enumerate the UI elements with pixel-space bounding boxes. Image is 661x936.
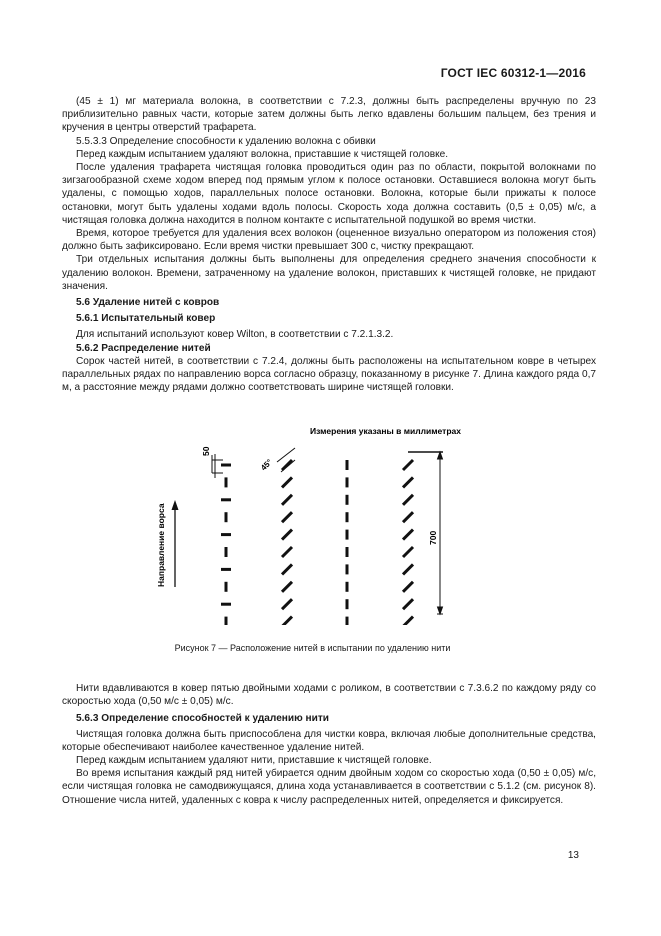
subsection-heading-5-6-3: 5.6.3 Определение способностей к удалению нити <box>76 713 329 725</box>
subsection-heading-5-6-1: 5.6.1 Испытательный ковер <box>76 313 216 325</box>
units-note: Измерения указаны в миллиметрах <box>310 426 461 436</box>
thread-piece <box>403 599 413 609</box>
paragraph: Для испытаний используют ковер Wilton, в соответствии с 7.2.1.3.2. <box>76 329 394 341</box>
thread-piece <box>282 617 292 625</box>
subsection-heading-5-6-2: 5.6.2 Распределение нитей <box>76 342 211 354</box>
thread-piece <box>403 617 413 625</box>
paragraph: Три отдельных испытания должны быть выполнены для определения среднего значения способности к удалению волокон. Времени, затраченному на удаление волокон, приставших к чистящей головке, не придают значения. <box>62 254 596 292</box>
thread-piece <box>282 495 292 505</box>
paragraph: Время, которое требуется для удаления всех волокон (оцененное визуально оператором из положения стоя) должно быть зафиксировано. Если время чистки превышает 300 с, чистку прекращают. <box>62 228 596 253</box>
pile-direction-label: Направление ворса <box>156 503 166 587</box>
thread-marks <box>221 452 443 625</box>
thread-piece <box>403 530 413 540</box>
thread-piece <box>403 547 413 557</box>
thread-piece <box>282 512 292 522</box>
paragraph: Перед каждым испытанием удаляют волокна, приставшие к чистящей головке. <box>76 148 449 160</box>
section-heading-5-6: 5.6 Удаление нитей с ковров <box>76 297 220 309</box>
bottom-text-block <box>62 682 596 807</box>
thread-piece <box>282 599 292 609</box>
thread-piece <box>403 582 413 592</box>
thread-piece <box>282 477 292 487</box>
dimension-45 <box>277 448 295 472</box>
top-text-block <box>62 95 596 394</box>
thread-piece <box>282 564 292 574</box>
thread-piece <box>403 512 413 522</box>
thread-piece <box>403 495 413 505</box>
page-number: 13 <box>567 850 579 861</box>
figure-caption: Рисунок 7 — Расположение нитей в испытании по удалению нити <box>174 643 451 653</box>
paragraph: (45 ± 1) мг материала волокна, в соответствии с 7.2.3, должны быть распределены вручную по 23 приблизительно равных части, которые затем должны быть легко вдавлены большим пальцем, без трения и кручения в центры отверстий трафарета. <box>62 96 596 134</box>
paragraph: Чистящая головка должна быть приспособлена для чистки ковра, включая любые дополнительные средства, которые обеспечивают наиболее качественное удаление нитей. <box>62 728 596 753</box>
paragraph: Сорок частей нитей, в соответствии с 7.2.4, должны быть расположены на испытательном ковре в четырех параллельных рядах по направлению ворса согласно образцу, показанному в рисунке 7. Длина каждого ряда 0,7 м, а расстояние между рядами должно соответствовать ширине чистящей головки. <box>62 355 596 394</box>
paragraph: Перед каждым испытанием удаляют нити, приставшие к чистящей головке. <box>76 755 432 767</box>
thread-piece <box>403 460 413 470</box>
subsection-heading-5-5-3-3: 5.5.3.3 Определение способности к удалению волокна с обивки <box>76 135 376 147</box>
paragraph: Нити вдавливаются в ковер пятью двойными ходами с роликом, в соответствии с 7.3.6.2 по каждому ряду со скоростью хода (0,50 м/с ± 0,05) м/с. <box>62 683 596 708</box>
standard-header: ГОСТ IEC 60312-1—2016 <box>440 66 586 80</box>
thread-piece <box>403 564 413 574</box>
thread-piece <box>282 460 292 470</box>
paragraph: Во время испытания каждый ряд нитей убирается одним двойным ходом со скоростью хода (0,50 ± 0,05) м/с, если чистящая головка не самодвижущаяся, длина хода устанавливается в соответствии с 5.1.2 (см. рисунок 8). Отношение числа нитей, удаленных с ковра к числу распределенных нитей, определяется и фиксируется. <box>62 768 596 806</box>
thread-piece <box>282 582 292 592</box>
thread-piece <box>403 477 413 487</box>
figure-7-thread-layout <box>140 425 480 625</box>
dim-45-label: 45° <box>259 457 274 473</box>
dim-700-label: 700 <box>428 530 438 545</box>
thread-piece <box>282 547 292 557</box>
pile-direction-arrow <box>172 500 179 587</box>
thread-piece <box>282 530 292 540</box>
dim-50-label: 50 <box>201 446 211 456</box>
paragraph: После удаления трафарета чистящая головка проводиться один раз по области, покрытой волокнами по зигзагообразной схеме ходом вперед под прямым углом к полосе остановки. Оставшиеся волокна могут быть удалены, с помощью ходов, параллельных полосе остановки. Волокна, которые были прижаты к полосе остановки, могут быть удалены ходами вдоль полосы. Скорость хода должна составить (0,5 ± 0,05) м/с, а чистящая головка должна находится в полном контакте с испытательной подушкой во время чистки. <box>62 162 596 226</box>
